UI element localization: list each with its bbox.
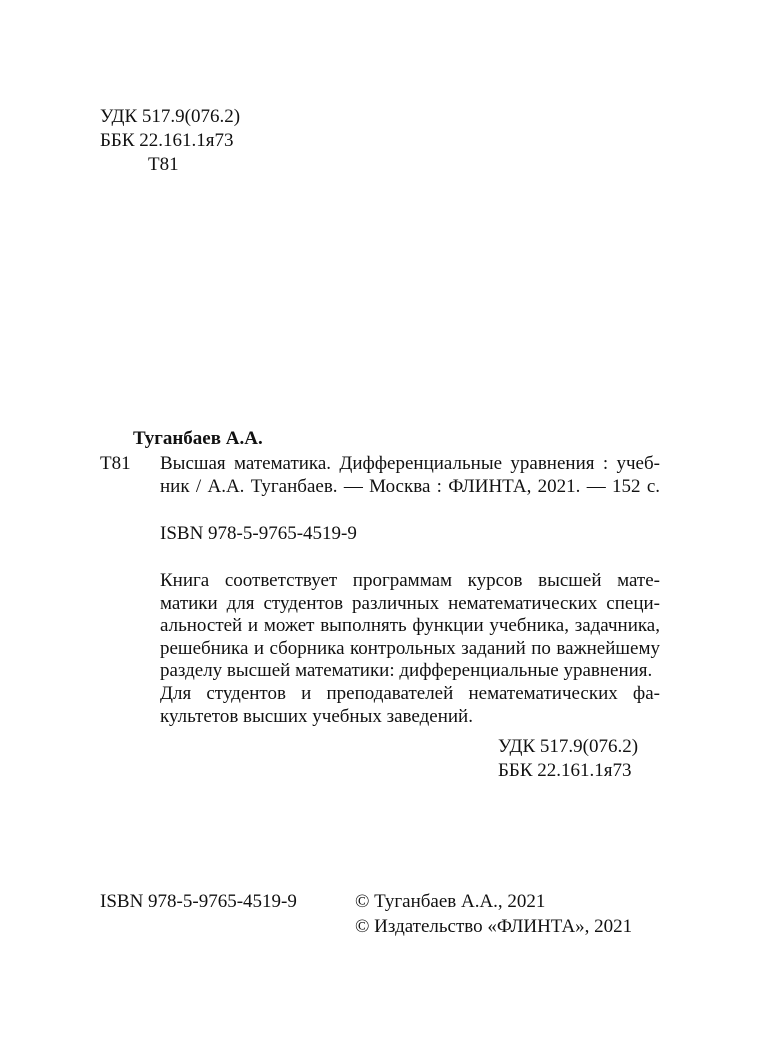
description-line: ник / А.А. Туганбаев. — Москва : ФЛИНТА, 2021. — 152 с.	[160, 475, 660, 497]
annotation-line: культетов высших учебных заведений.	[160, 705, 473, 727]
annotation-line: Книга соответствует программам курсов высшей мате-	[160, 570, 660, 591]
entry-isbn: ISBN 978-5-9765-4519-9	[160, 523, 357, 544]
annotation-paragraph-2	[160, 683, 660, 728]
annotation-line: решебника и сборника контрольных заданий по важнейшему	[160, 637, 660, 659]
annotation-line: разделу высшей математики: дифференциальные уравнения.	[160, 660, 653, 681]
description-line: Высшая математика. Дифференциальные уравнения : учеб-	[160, 453, 660, 474]
entry-author-mark: Т81	[100, 453, 131, 474]
bbk-code: ББК 22.161.1я73	[100, 130, 234, 151]
copyright-publisher: © Издательство «ФЛИНТА», 2021	[355, 916, 633, 937]
copyright-author: © Туганбаев А.А., 2021	[355, 891, 546, 912]
udk-code: УДК 517.9(076.2)	[100, 106, 241, 127]
author-name: Туганбаев А.А.	[133, 428, 263, 449]
annotation-paragraph-1	[160, 570, 660, 683]
annotation-udk: УДК 517.9(076.2)	[498, 736, 639, 757]
footer-isbn: ISBN 978-5-9765-4519-9	[100, 891, 297, 912]
annotation-line: Для студентов и преподавателей нематематических фа-	[160, 683, 660, 704]
author-mark: Т81	[148, 154, 179, 175]
bibliographic-description	[160, 453, 660, 498]
annotation-bbk: ББК 22.161.1я73	[498, 760, 632, 781]
annotation-line: альностей и может выполнять функции учебника, задачника,	[160, 615, 660, 636]
annotation-line: матики для студентов различных нематематических специ-	[160, 592, 660, 614]
